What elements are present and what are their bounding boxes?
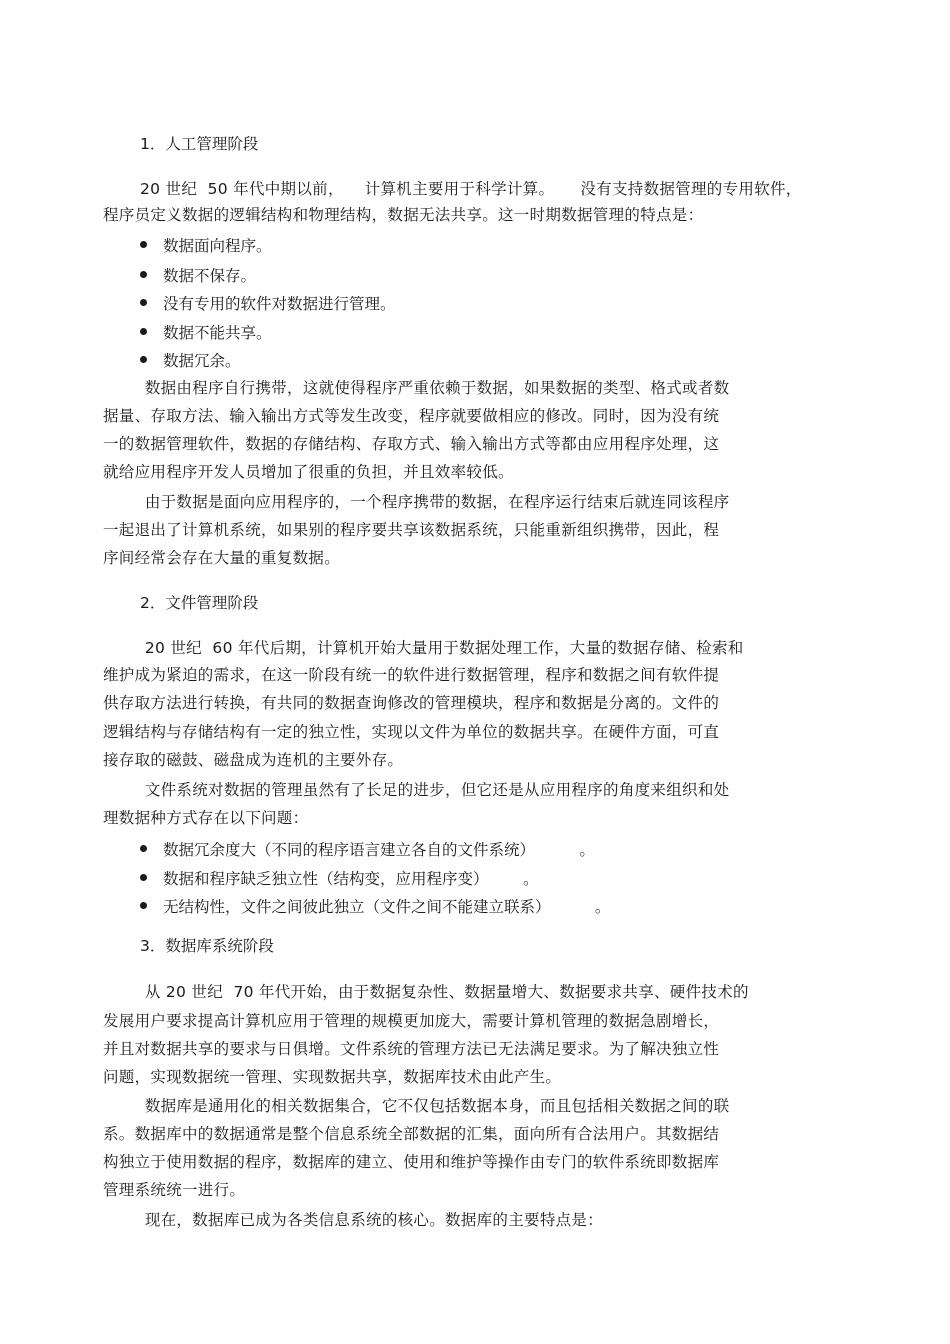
list-item-text: 数据冗余。 (163, 352, 241, 370)
bullet-icon (140, 299, 147, 306)
list-item (140, 351, 241, 371)
paragraph-line: 发展用户要求提高计算机应用于管理的规模更加庞大，需要计算机管理的数据急剧增长， (103, 1012, 720, 1030)
paragraph-line: 数据库是通用化的相关数据集合，它不仅包括数据本身，而且包括相关数据之间的联 (103, 1097, 730, 1115)
bullet-icon (140, 271, 147, 278)
list-item (140, 869, 539, 889)
paragraph-line: 从 20 世纪 70 年代开始，由于数据复杂性、数据量增大、数据要求共享、硬件技术的 (103, 983, 749, 1001)
paragraph-line: 文件系统对数据的管理虽然有了长足的进步，但它还是从应用程序的角度来组织和处 (103, 781, 730, 799)
paragraph-line: 逻辑结构与存储结构有一定的独立性，实现以文件为单位的数据共享。在硬件方面，可直 (103, 723, 720, 741)
list-item-text: 数据冗余度大（不同的程序语言建立各自的文件系统） 。 (163, 841, 595, 859)
bullet-icon (140, 328, 147, 335)
bullet-icon (140, 902, 147, 909)
paragraph-line: 程序员定义数据的逻辑结构和物理结构，数据无法共享。这一时期数据管理的特点是： (103, 206, 704, 224)
paragraph-line: 维护成为紧迫的需求，在这一阶段有统一的软件进行数据管理，程序和数据之间有软件提 (103, 666, 720, 684)
bullet-icon (140, 845, 147, 852)
list-item-text: 数据和程序缺乏独立性（结构变，应用程序变） 。 (163, 870, 539, 888)
paragraph-line: 并且对数据共享的要求与日俱增。文件系统的管理方法已无法满足要求。为了解决独立性 (103, 1040, 720, 1058)
list-item (140, 840, 595, 860)
list-item (140, 294, 396, 314)
paragraph-line: 一的数据管理软件，数据的存储结构、存取方式、输入输出方式等都由应用程序处理，这 (103, 435, 720, 453)
bullet-icon (140, 241, 147, 248)
paragraph-line: 管理系统统一进行。 (103, 1181, 246, 1199)
list-item-text: 数据面向程序。 (163, 237, 272, 255)
paragraph-line: 由于数据是面向应用程序的，一个程序携带的数据，在程序运行结束后就连同该程序 (103, 493, 730, 511)
paragraph-line: 构独立于使用数据的程序，数据库的建立、使用和维护等操作由专门的软件系统即数据库 (103, 1153, 720, 1171)
list-item (140, 236, 272, 256)
paragraph-line: 现在，数据库已成为各类信息系统的核心。数据库的主要特点是： (103, 1211, 604, 1229)
paragraph-line: 数据由程序自行携带，这就使得程序严重依赖于数据，如果数据的类型、格式或者数 (103, 379, 730, 397)
paragraph-line: 20 世纪 50 年代中期以前， 计算机主要用于科学计算。 没有支持数据管理的专用软件， (140, 180, 802, 198)
paragraph-line: 理数据种方式存在以下问题： (103, 809, 309, 827)
list-item (140, 897, 610, 917)
section-heading: 1．人工管理阶段 (140, 135, 259, 153)
bullet-icon (140, 874, 147, 881)
paragraph-line: 20 世纪 60 年代后期，计算机开始大量用于数据处理工作，大量的数据存储、检索和 (103, 639, 744, 657)
list-item (140, 323, 272, 343)
list-item-text: 数据不保存。 (163, 267, 257, 285)
list-item-text: 无结构性，文件之间彼此独立（文件之间不能建立联系） 。 (163, 898, 611, 916)
list-item (140, 266, 256, 286)
list-item-text: 数据不能共享。 (163, 324, 272, 342)
paragraph-line: 就给应用程序开发人员增加了很重的负担，并且效率较低。 (103, 463, 514, 481)
bullet-icon (140, 356, 147, 363)
paragraph-line: 系。数据库中的数据通常是整个信息系统全部数据的汇集，面向所有合法用户。其数据结 (103, 1125, 720, 1143)
paragraph-line: 接存取的磁鼓、磁盘成为连机的主要外存。 (103, 751, 404, 769)
paragraph-line: 问题，实现数据统一管理、实现数据共享，数据库技术由此产生。 (103, 1068, 562, 1086)
list-item-text: 没有专用的软件对数据进行管理。 (163, 295, 396, 313)
section-heading: 2．文件管理阶段 (140, 594, 259, 612)
paragraph-line: 据量、存取方法、输入输出方式等发生改变，程序就要做相应的修改。同时，因为没有统 (103, 407, 720, 425)
paragraph-line: 序间经常会存在大量的重复数据。 (103, 549, 341, 567)
paragraph-line: 一起退出了计算机系统，如果别的程序要共享该数据系统，只能重新组织携带，因此，程 (103, 521, 720, 539)
paragraph-line: 供存取方法进行转换，有共同的数据查询修改的管理模块，程序和数据是分离的。文件的 (103, 694, 720, 712)
section-heading: 3．数据库系统阶段 (140, 937, 274, 955)
